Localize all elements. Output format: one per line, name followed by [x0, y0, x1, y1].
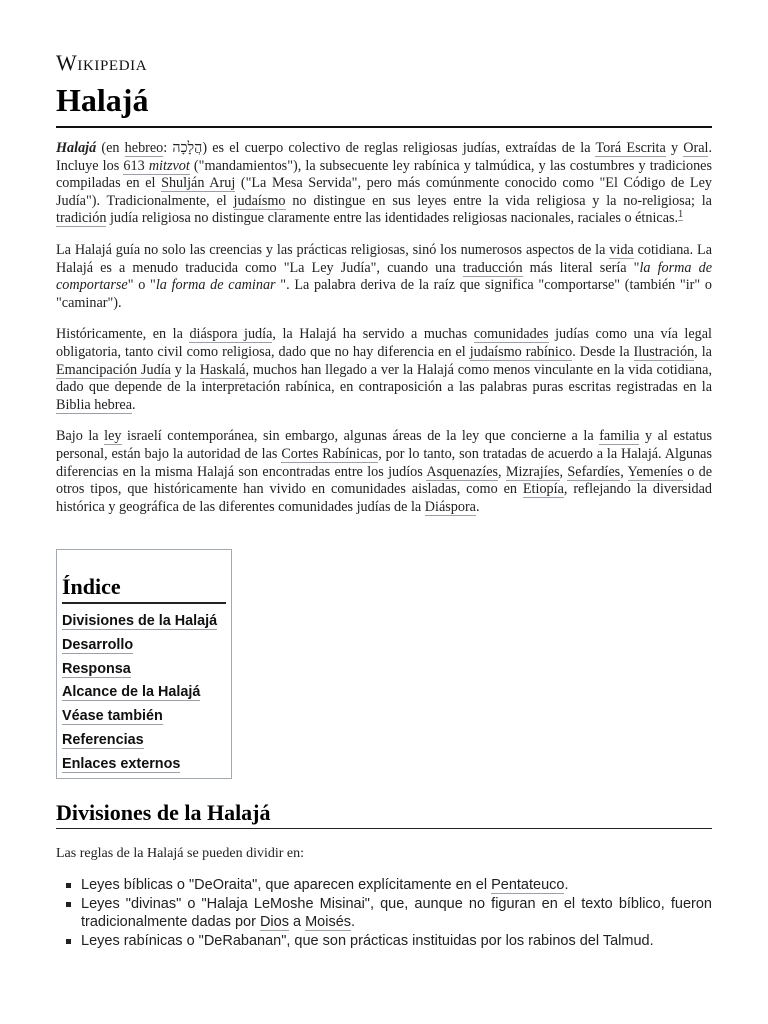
text: y	[665, 140, 684, 156]
list-item	[56, 932, 712, 950]
toc-item	[62, 681, 226, 705]
toc-item	[62, 753, 226, 777]
text: mitzvot	[148, 157, 190, 174]
bullet-icon	[66, 902, 71, 907]
paragraph-3	[56, 326, 712, 414]
text: .	[351, 914, 356, 930]
link-judaismo[interactable]: judaísmo	[233, 192, 286, 209]
article-body	[56, 140, 712, 530]
text: ". La palabra deriva de la raíz que significa "comportarse" (también "ir" o "caminar").	[56, 277, 712, 311]
reference-1[interactable]: 1	[678, 208, 684, 220]
text: Históricamente, en la	[56, 326, 190, 343]
text: israelí contemporánea, sin embargo, algunas áreas de la ley que concierne a la	[121, 428, 600, 445]
link-judaismo-rabinico[interactable]: judaísmo rabínico	[469, 343, 573, 360]
page-title: Halajá	[56, 82, 149, 118]
text: .	[475, 498, 480, 515]
italic-phrase: la forma de caminar	[155, 277, 281, 294]
text: más literal sería "	[522, 259, 640, 276]
bullet-icon	[66, 883, 71, 888]
text: ,	[498, 463, 506, 480]
text: La Halajá guía no solo las creencias y las prácticas religiosas, sinó los numerosos aspectos de la	[56, 241, 610, 258]
toc-item	[62, 658, 226, 682]
link-ilustracion[interactable]: Ilustración	[633, 343, 695, 360]
link-vida[interactable]: vida	[609, 241, 634, 258]
bullet-icon	[66, 939, 71, 944]
link-biblia-hebrea[interactable]: Biblia hebrea	[56, 396, 133, 413]
text: (en	[96, 140, 125, 156]
toc-link-desarrollo[interactable]: Desarrollo	[62, 636, 134, 653]
article-term: Halajá	[56, 140, 97, 156]
hebrew-term: הֲלָכָה	[172, 140, 203, 156]
text: Leyes "divinas" o "Halaja LeMoshe Misinai", que, aunque no figuran en el texto bíblico, fueron tradicionalmente dadas por	[81, 896, 712, 930]
text: :	[163, 140, 173, 156]
link-asquenazies[interactable]: Asquenazíes	[426, 463, 499, 480]
link-traduccion[interactable]: traducción	[462, 259, 523, 276]
link-diaspora-judia[interactable]: diáspora judía	[189, 326, 273, 343]
link-comunidades[interactable]: comunidades	[473, 326, 549, 343]
text: . Desde la	[572, 343, 634, 360]
italic-phrase: la forma de comportarse	[56, 259, 712, 294]
text: " o "	[127, 277, 156, 294]
link-tora-escrita[interactable]: Torá Escrita	[595, 140, 666, 156]
text: o de otros tipos, que históricamente han vivido en comunidades aisladas, como en	[56, 463, 713, 498]
text: Leyes bíblicas o "DeOraita", que aparecen explícitamente en el	[81, 877, 492, 893]
text: , muchos han llegado a ver la Halajá como menos vinculante en la vida cotidiana, dado que depende de la interpretación rabínica, en contraposición a las palabras puras escritas registradas en la	[56, 361, 712, 396]
link-haskala[interactable]: Haskalá	[199, 361, 246, 378]
text: 613	[123, 157, 149, 174]
link-shuljan-aruj[interactable]: Shulján Aruj	[161, 175, 236, 192]
link-hebreo[interactable]: hebreo	[124, 140, 164, 156]
link-familia[interactable]: familia	[599, 428, 640, 445]
toc-item	[62, 705, 226, 729]
link-mizrajies[interactable]: Mizrajíes	[505, 463, 560, 480]
text: ) es el cuerpo colectivo de reglas religiosas judías, extraídas de la	[202, 140, 596, 156]
paragraph-intro	[56, 140, 712, 228]
text: ("La Mesa Servida", pero más comúnmente conocido como "El Código de Ley Judía"). Tradicionalmente, el	[56, 175, 712, 209]
text: no distingue en sus leyes entre la vida religiosa y la no-religiosa; la	[285, 192, 712, 209]
section-divider	[56, 828, 712, 829]
rules-list	[56, 876, 712, 951]
toc-title: Índice	[62, 574, 226, 604]
link-dios[interactable]: Dios	[259, 914, 289, 930]
text: judías como una vía legal obligatoria, tanto civil como religiosa, dado que no hay diferencia en el	[56, 326, 712, 360]
table-of-contents	[56, 549, 232, 779]
link-emancipacion-judia[interactable]: Emancipación Judía	[56, 361, 171, 378]
toc-link-divisiones[interactable]: Divisiones de la Halajá	[62, 613, 218, 629]
toc-item	[62, 610, 226, 634]
toc-link-referencias[interactable]: Referencias	[62, 731, 144, 748]
title-divider	[56, 126, 712, 128]
text: ,	[559, 463, 568, 480]
link-etiopia[interactable]: Etiopía	[522, 481, 564, 498]
text: judía religiosa no distingue claramente entre las identidades religiosas nacionales, raciales o étnicas.	[106, 210, 679, 227]
link-pentateuco[interactable]: Pentateuco	[491, 877, 565, 893]
paragraph-4	[56, 428, 712, 516]
toc-link-enlaces-externos[interactable]: Enlaces externos	[62, 755, 181, 772]
link-sefardies[interactable]: Sefardíes	[567, 463, 621, 480]
text: ("mandamientos"), la subsecuente ley rabínica y talmúdica, y las costumbres y tradiciones compiladas en el	[56, 157, 712, 192]
section-intro: Las reglas de la Halajá se pueden dividir en:	[56, 846, 305, 861]
toc-item	[62, 634, 226, 658]
toc-list	[62, 610, 226, 777]
text: , reflejando la diversidad histórica y geográfica de las diferentes comunidades judías de la	[56, 481, 712, 515]
paragraph-2	[56, 242, 712, 312]
toc-link-responsa[interactable]: Responsa	[62, 660, 131, 677]
list-item	[56, 895, 712, 931]
section-heading: Divisiones de la Halajá	[56, 800, 271, 825]
text: y la	[170, 361, 200, 378]
link-moises[interactable]: Moisés	[305, 914, 352, 930]
toc-item	[62, 729, 226, 753]
text: .	[132, 396, 136, 413]
link-oral[interactable]: Oral	[683, 140, 709, 156]
list-item	[56, 876, 712, 894]
text: .	[564, 877, 569, 893]
toc-link-alcance[interactable]: Alcance de la Halajá	[62, 684, 201, 701]
link-cortes-rabinicas[interactable]: Cortes Rabínicas	[281, 445, 379, 462]
wikipedia-logo[interactable]: Wikipedia	[56, 50, 148, 75]
text: Bajo la	[56, 428, 105, 445]
link-tradicion[interactable]: tradición	[56, 210, 107, 227]
link-yemenies[interactable]: Yemeníes	[627, 463, 683, 480]
text: ,	[620, 463, 628, 480]
link-diaspora[interactable]: Diáspora	[424, 498, 476, 515]
text: , la Halajá ha servido a muchas	[272, 326, 474, 343]
text: , la	[694, 343, 712, 360]
text: cotidiana. La Halajá es a menudo traducida como "La Ley Judía", cuando una	[56, 241, 712, 276]
link-ley[interactable]: ley	[104, 428, 122, 445]
text: Leyes rabínicas o "DeRabanan", que son prácticas instituidas por los rabinos del Talmud.	[81, 933, 654, 949]
toc-link-vease-tambien[interactable]: Véase también	[62, 708, 163, 725]
text: . Incluye los	[56, 140, 713, 174]
text: a	[288, 914, 306, 930]
text: y al estatus personal, están bajo la autoridad de las	[56, 428, 712, 462]
link-613-mitzvot[interactable]	[123, 158, 189, 175]
text: , por lo tanto, son tratadas de acuerdo a la Halajá. Algunas diferencias en la misma Halajá son encontradas entre los judíos	[56, 445, 712, 480]
